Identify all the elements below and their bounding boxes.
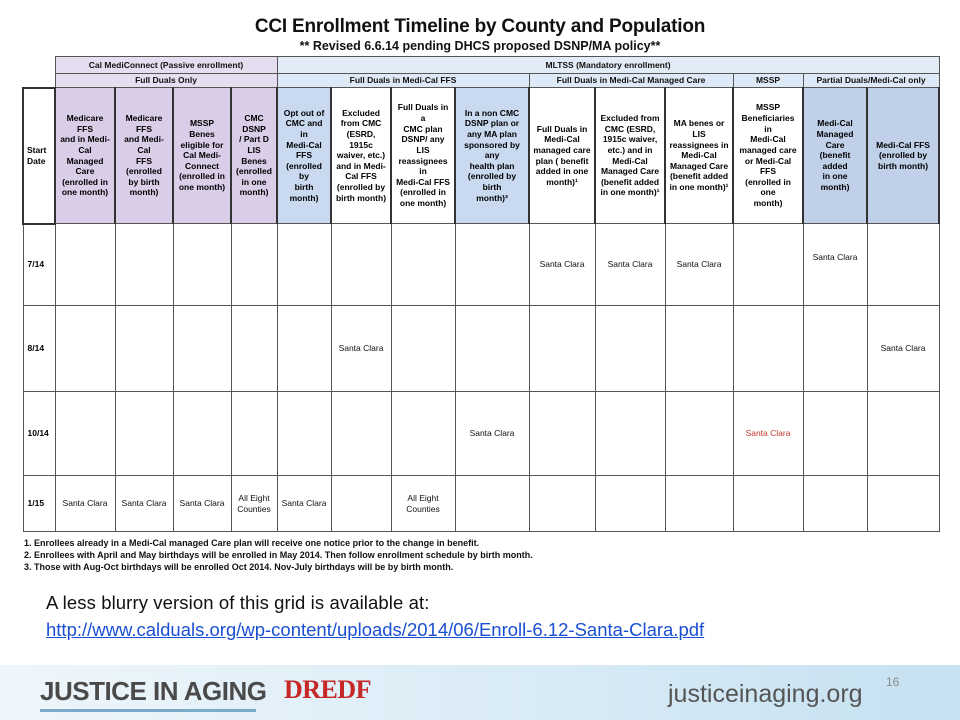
footnote: 2. Enrollees with April and May birthdays will be enrolled in May 2014. Then follow enrollment schedule by birth month.	[24, 550, 533, 560]
column-header	[391, 88, 455, 224]
column-header-line: birth month)	[335, 192, 387, 203]
column-header-line: CMC and in	[285, 118, 323, 139]
enrollment-table	[22, 56, 940, 532]
column-header-line: in one month)¹	[600, 187, 660, 198]
column-header-line: (benefit added	[819, 150, 851, 171]
column-header-line: one month)	[61, 187, 109, 198]
subgroup-partial-duals: Partial Duals/Medi-Cal only	[803, 74, 939, 88]
table-row	[23, 224, 939, 306]
corner-cell	[23, 74, 55, 88]
column-header-line: Cal FFS	[345, 171, 377, 182]
column-header-line: in one month)¹	[669, 182, 729, 193]
column-header-line: 1915c waiver,	[602, 134, 658, 145]
column-header-line: any MA plan	[467, 128, 517, 139]
row-date-label: 7/14	[23, 224, 55, 306]
column-header-line: (enrolled by	[286, 160, 322, 182]
table-cell	[55, 392, 115, 476]
footnote: 3. Those with Aug-Oct birthdays will be enrolled Oct 2014. Nov-July birthdays will be by birth month.	[24, 562, 454, 572]
column-header-line: Medi-Cal	[544, 134, 580, 145]
logo-text: JUSTICE IN AGING	[40, 676, 267, 706]
column-header-line: month)	[753, 198, 783, 208]
column-header-line: and in Medi-	[60, 134, 110, 145]
table-row	[23, 392, 939, 476]
table-cell	[231, 392, 277, 476]
table-cell	[173, 392, 231, 476]
table-cell: Santa Clara	[665, 224, 733, 306]
table-cell	[665, 476, 733, 532]
column-header-line: (enrolled	[236, 166, 272, 177]
column-header-line: or Medi-Cal FFS	[744, 155, 792, 177]
table-cell	[115, 306, 173, 392]
table-cell	[803, 476, 867, 532]
table-cell	[803, 306, 867, 392]
table-cell	[331, 224, 391, 306]
column-header-line: one month)	[399, 198, 447, 208]
column-header-line: (enrolled by	[878, 150, 928, 161]
column-header-line: Medi-Cal FFS	[286, 139, 322, 161]
column-header-line: Care	[75, 166, 95, 177]
column-header-line: from CMC	[340, 118, 382, 129]
column-header-line: (enrolled in	[62, 176, 108, 187]
table-cell: All Eight Counties	[231, 476, 277, 532]
column-header-line: and in Medi-	[336, 160, 386, 171]
column-header-line: CMC DSNP	[242, 113, 266, 134]
table-cell	[277, 306, 331, 392]
table-cell	[391, 306, 455, 392]
table-cell: Santa Clara	[55, 476, 115, 532]
column-header	[277, 88, 331, 224]
justice-in-aging-logo	[40, 676, 267, 712]
site-url: justiceinaging.org	[668, 680, 863, 708]
table-cell	[55, 224, 115, 306]
table-cell	[595, 306, 665, 392]
table-cell	[455, 306, 529, 392]
column-header-line: Medi-Cal	[750, 134, 786, 145]
table-cell	[55, 306, 115, 392]
column-header-line: reassignees in	[398, 155, 448, 177]
column-header	[331, 88, 391, 224]
column-header	[55, 88, 115, 224]
dredf-logo-text: DREDF	[284, 675, 372, 704]
subgroup-full-duals-ffs: Full Duals in Medi-Cal FFS	[277, 74, 529, 88]
column-header-line: Medi-Cal FFS	[396, 176, 450, 187]
column-header	[231, 88, 277, 224]
column-header-line: managed care	[739, 144, 797, 155]
column-header-line: MSSP	[755, 102, 781, 113]
column-header-line: Medi-Cal	[612, 155, 648, 166]
column-header-line: month)³	[476, 192, 508, 203]
table-cell	[277, 224, 331, 306]
group-mltss-header: MLTSS (Mandatory enrollment)	[277, 57, 939, 74]
column-header-line: Cal Managed	[66, 144, 104, 166]
column-header-line: Managed Care	[600, 166, 660, 177]
subgroup-full-duals-mc: Full Duals in Medi-Cal Managed Care	[529, 74, 733, 88]
table-cell: Santa Clara	[595, 224, 665, 306]
column-header-line: CMC plan	[403, 123, 443, 134]
column-header-line: (benefit added	[600, 176, 660, 187]
column-header-line: Excluded from	[600, 113, 660, 123]
column-header-line: and Medi-Cal	[124, 134, 164, 155]
table-cell	[455, 224, 529, 306]
column-header-line: Connect	[185, 160, 219, 171]
column-header	[529, 88, 595, 224]
start-date-header: Start Date	[23, 88, 55, 224]
table-cell: Santa Clara	[331, 306, 391, 392]
column-header-line: DSNP/ any LIS	[401, 134, 445, 155]
column-header-line: by birth	[128, 176, 160, 187]
column-header	[665, 88, 733, 224]
column-header-line: DSNP plan or	[464, 118, 520, 129]
column-header-line: one month)	[178, 182, 226, 193]
column-header-line: in one	[241, 176, 267, 187]
column-header-line: sponsored by any	[464, 139, 520, 161]
blurb-text: A less blurry version of this grid is available at:	[46, 592, 430, 613]
column-header-line: (enrolled by birth	[467, 171, 517, 193]
column-header-line: LIS Benes	[241, 144, 267, 166]
table-cell	[867, 224, 939, 306]
table-cell: Santa Clara	[115, 476, 173, 532]
table-cell	[173, 224, 231, 306]
column-header-line: Full Duals in	[536, 123, 588, 134]
logo-underline	[40, 709, 256, 712]
column-header-line: month)	[239, 187, 269, 198]
table-cell	[733, 306, 803, 392]
table-cell	[529, 392, 595, 476]
column-header-line: (enrolled by	[336, 182, 386, 193]
column-header-line: Cal Medi-	[183, 150, 221, 161]
table-cell	[455, 476, 529, 532]
table-cell	[231, 224, 277, 306]
table-cell	[733, 224, 803, 306]
table-cell	[115, 392, 173, 476]
column-header-line: eligible for	[180, 139, 224, 150]
column-header-line: reassignees in	[669, 139, 729, 150]
dredf-logo	[284, 675, 372, 713]
column-header-line: Medicare FFS	[66, 113, 104, 134]
column-header-line: plan ( benefit	[535, 155, 589, 166]
column-header-line: (benefit added	[669, 171, 729, 182]
table-cell: Santa Clara	[277, 476, 331, 532]
column-header-line: Full Duals in a	[397, 102, 449, 123]
column-header-line: Medi-Cal FFS	[876, 139, 930, 150]
column-header-line: month)¹	[546, 176, 578, 187]
column-header-line: etc.) and in	[607, 144, 653, 155]
footnote: 1. Enrollees already in a Medi-Cal managed Care plan will receive one notice prior to the change in benefit.	[24, 538, 480, 548]
column-header-line: (ESRD, 1915c	[346, 128, 376, 150]
pdf-link[interactable]: http://www.calduals.org/wp-content/uploads/2014/06/Enroll-6.12-Santa-Clara.pdf	[46, 619, 705, 640]
table-cell	[867, 392, 939, 476]
column-header	[455, 88, 529, 224]
column-header-line: in one month)	[820, 171, 850, 193]
row-date-label: 8/14	[23, 306, 55, 392]
column-header-line: Excluded	[342, 107, 380, 118]
column-header	[867, 88, 939, 224]
table-cell	[733, 476, 803, 532]
table-cell	[529, 476, 595, 532]
column-header-line: MA benes or LIS	[673, 118, 725, 139]
table-cell: Santa Clara	[173, 476, 231, 532]
column-header-line: Medi-Cal	[681, 150, 717, 161]
table-cell: Santa Clara	[803, 224, 867, 306]
column-header-line: Managed Care	[669, 160, 729, 171]
table-cell: Santa Clara	[867, 306, 939, 392]
table-cell: All Eight Counties	[391, 476, 455, 532]
column-header	[733, 88, 803, 224]
column-header-line: Beneficiaries in	[741, 113, 795, 134]
column-header	[803, 88, 867, 224]
table-cell	[665, 306, 733, 392]
column-header-line: MSSP Benes	[189, 118, 215, 139]
table-cell: Santa Clara	[733, 392, 803, 476]
column-header-line: (enrolled in	[400, 187, 446, 198]
footnotes	[24, 537, 533, 573]
column-header-line: (enrolled in one	[745, 176, 791, 198]
table-cell	[867, 476, 939, 532]
table-cell: Santa Clara	[455, 392, 529, 476]
enrollment-grid	[22, 56, 938, 532]
table-cell	[595, 392, 665, 476]
column-header-line: Medi-Cal	[817, 118, 853, 129]
table-cell	[665, 392, 733, 476]
column-header-line: month)	[129, 187, 159, 198]
row-date-label: 10/14	[23, 392, 55, 476]
table-cell	[331, 392, 391, 476]
column-header-line: Opt out of	[283, 107, 325, 118]
column-header-line: Medicare FFS	[125, 113, 163, 134]
table-cell	[115, 224, 173, 306]
column-header-line: FFS (enrolled	[126, 155, 162, 177]
page-subtitle: ** Revised 6.6.14 pending DHCS proposed DSNP/MA policy**	[299, 39, 661, 53]
table-row	[23, 476, 939, 532]
table-cell	[391, 224, 455, 306]
table-cell	[331, 476, 391, 532]
group-passive-header: Cal MediConnect (Passive enrollment)	[55, 57, 277, 74]
column-header-line: CMC (ESRD,	[604, 123, 656, 134]
page-number: 16	[886, 675, 900, 689]
column-header-line: waiver, etc.)	[336, 150, 386, 161]
corner-cell	[23, 57, 55, 74]
column-header-line: managed care	[533, 144, 591, 155]
column-header-line: Managed Care	[816, 128, 854, 150]
page-title: CCI Enrollment Timeline by County and Population	[254, 16, 706, 37]
table-cell	[231, 306, 277, 392]
column-header	[115, 88, 173, 224]
column-header-line: (enrolled in	[179, 171, 225, 182]
column-header-line: birth month)	[878, 160, 929, 171]
column-header	[595, 88, 665, 224]
table-cell	[803, 392, 867, 476]
subgroup-mssp: MSSP	[733, 74, 803, 88]
column-header-line: / Part D	[239, 134, 269, 145]
title-block	[0, 16, 960, 53]
table-cell: Santa Clara	[529, 224, 595, 306]
column-header-line: birth month)	[289, 182, 319, 203]
table-cell	[173, 306, 231, 392]
table-cell	[529, 306, 595, 392]
column-header-line: health plan	[469, 160, 515, 171]
table-cell	[595, 476, 665, 532]
column-header	[173, 88, 231, 224]
row-date-label: 1/15	[23, 476, 55, 532]
column-header-line: In a non CMC	[464, 107, 520, 118]
table-row	[23, 306, 939, 392]
column-header-line: added in one	[535, 166, 589, 177]
table-cell	[391, 392, 455, 476]
subgroup-full-duals-only: Full Duals Only	[55, 74, 277, 88]
table-cell	[277, 392, 331, 476]
